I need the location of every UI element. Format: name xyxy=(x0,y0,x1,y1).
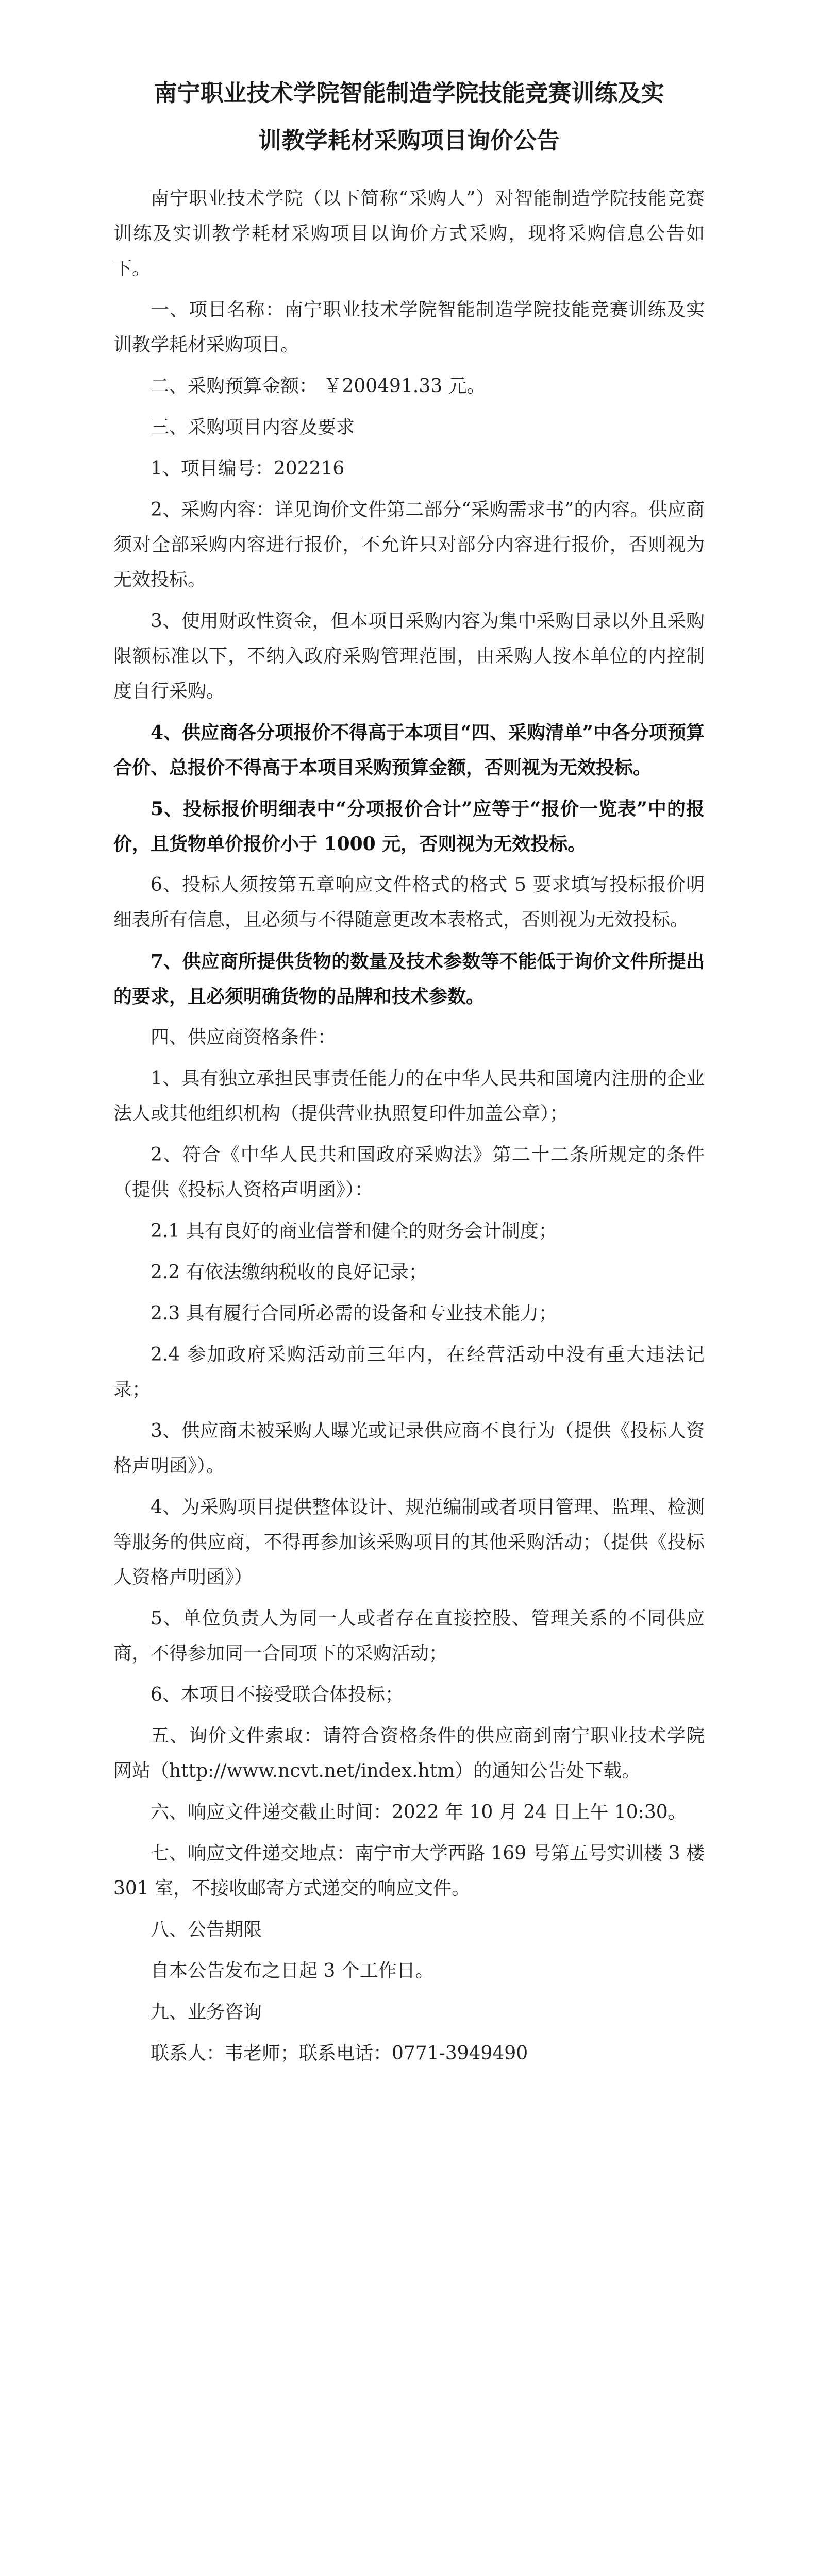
paragraph: 4、为采购项目提供整体设计、规范编制或者项目管理、监理、检测等服务的供应商，不得再参加该采购项目的其他采购活动；（提供《投标人资格声明函》） xyxy=(113,1497,705,1588)
title-line-2: 训教学耗材采购项目询价公告 xyxy=(258,127,560,154)
paragraph: 五、询价文件索取：请符合资格条件的供应商到南宁职业技术学院网站（http://www.ncvt.net/index.htm）的通知公告处下载。 xyxy=(113,1725,705,1782)
paragraph: 6、本项目不接受联合体投标； xyxy=(151,1684,404,1705)
paragraph: 2.4 参加政府采购活动前三年内，在经营活动中没有重大违法记录； xyxy=(113,1344,705,1400)
paragraph: 二、采购预算金额： ￥200491.33 元。 xyxy=(151,376,486,397)
paragraph: 3、供应商未被采购人曝光或记录供应商不良行为（提供《投标人资格声明函》）。 xyxy=(113,1420,705,1477)
paragraph: 1、项目编号：202216 xyxy=(151,458,345,479)
document-body xyxy=(113,181,705,2077)
paragraph: 联系人：韦老师；联系电话：0771-3949490 xyxy=(151,2043,528,2064)
paragraph: 八、公告期限 xyxy=(151,1919,262,1940)
paragraph: 四、供应商资格条件： xyxy=(151,1027,337,1048)
paragraph: 2.1 具有良好的商业信誉和健全的财务会计制度； xyxy=(151,1221,557,1242)
paragraph: 2、符合《中华人民共和国政府采购法》第二十二条所规定的条件（提供《投标人资格声明函》）： xyxy=(113,1144,705,1200)
paragraph: 5、投标报价明细表中“分项报价合计”应等于“报价一览表”中的报价，且货物单价报价小于 1000 元，否则视为无效投标。 xyxy=(113,798,705,855)
paragraph: 自本公告发布之日起 3 个工作日。 xyxy=(151,1960,434,1981)
title-line-1: 南宁职业技术学院智能制造学院技能竞赛训练及实 xyxy=(154,79,664,107)
paragraph: 6、投标人须按第五章响应文件格式的格式 5 要求填写投标报价明细表所有信息，且必须与不得随意更改本表格式，否则视为无效投标。 xyxy=(113,874,705,930)
paragraph: 3、使用财政性资金，但本项目采购内容为集中采购目录以外且采购限额标准以下，不纳入政府采购管理范围，由采购人按本单位的内控制度自行采购。 xyxy=(113,611,705,702)
paragraph: 九、业务咨询 xyxy=(151,2002,262,2023)
paragraph: 1、具有独立承担民事责任能力的在中华人民共和国境内注册的企业法人或其他组织机构（提供营业执照复印件加盖公章）； xyxy=(113,1068,705,1124)
paragraph: 7、供应商所提供货物的数量及技术参数等不能低于询价文件所提出的要求，且必须明确货物的品牌和技术参数。 xyxy=(113,951,705,1007)
paragraph: 南宁职业技术学院（以下简称“采购人”）对智能制造学院技能竞赛训练及实训教学耗材采购项目以询价方式采购，现将采购信息公告如下。 xyxy=(113,188,705,279)
paragraph: 2.2 有依法缴纳税收的良好记录； xyxy=(151,1262,427,1283)
paragraph: 三、采购项目内容及要求 xyxy=(151,417,355,438)
paragraph: 4、供应商各分项报价不得高于本项目“四、采购清单”中各分项预算合价、总报价不得高于本项目采购预算金额，否则视为无效投标。 xyxy=(113,722,705,778)
paragraph: 2.3 具有履行合同所必需的设备和专业技术能力； xyxy=(151,1303,557,1324)
paragraph: 六、响应文件递交截止时间：2022 年 10 月 24 日上午 10:30。 xyxy=(151,1802,687,1823)
paragraph: 5、单位负责人为同一人或者存在直接控股、管理关系的不同供应商，不得参加同一合同项下的采购活动； xyxy=(113,1608,705,1664)
paragraph: 2、采购内容：详见询价文件第二部分“采购需求书”的内容。供应商须对全部采购内容进行报价，不允许只对部分内容进行报价，否则视为无效投标。 xyxy=(113,499,705,590)
paragraph: 一、项目名称：南宁职业技术学院智能制造学院技能竞赛训练及实训教学耗材采购项目。 xyxy=(113,299,705,355)
paragraph: 七、响应文件递交地点：南宁市大学西路 169 号第五号实训楼 3 楼 301 室，不接收邮寄方式递交的响应文件。 xyxy=(113,1843,705,1899)
document-title xyxy=(113,70,705,164)
